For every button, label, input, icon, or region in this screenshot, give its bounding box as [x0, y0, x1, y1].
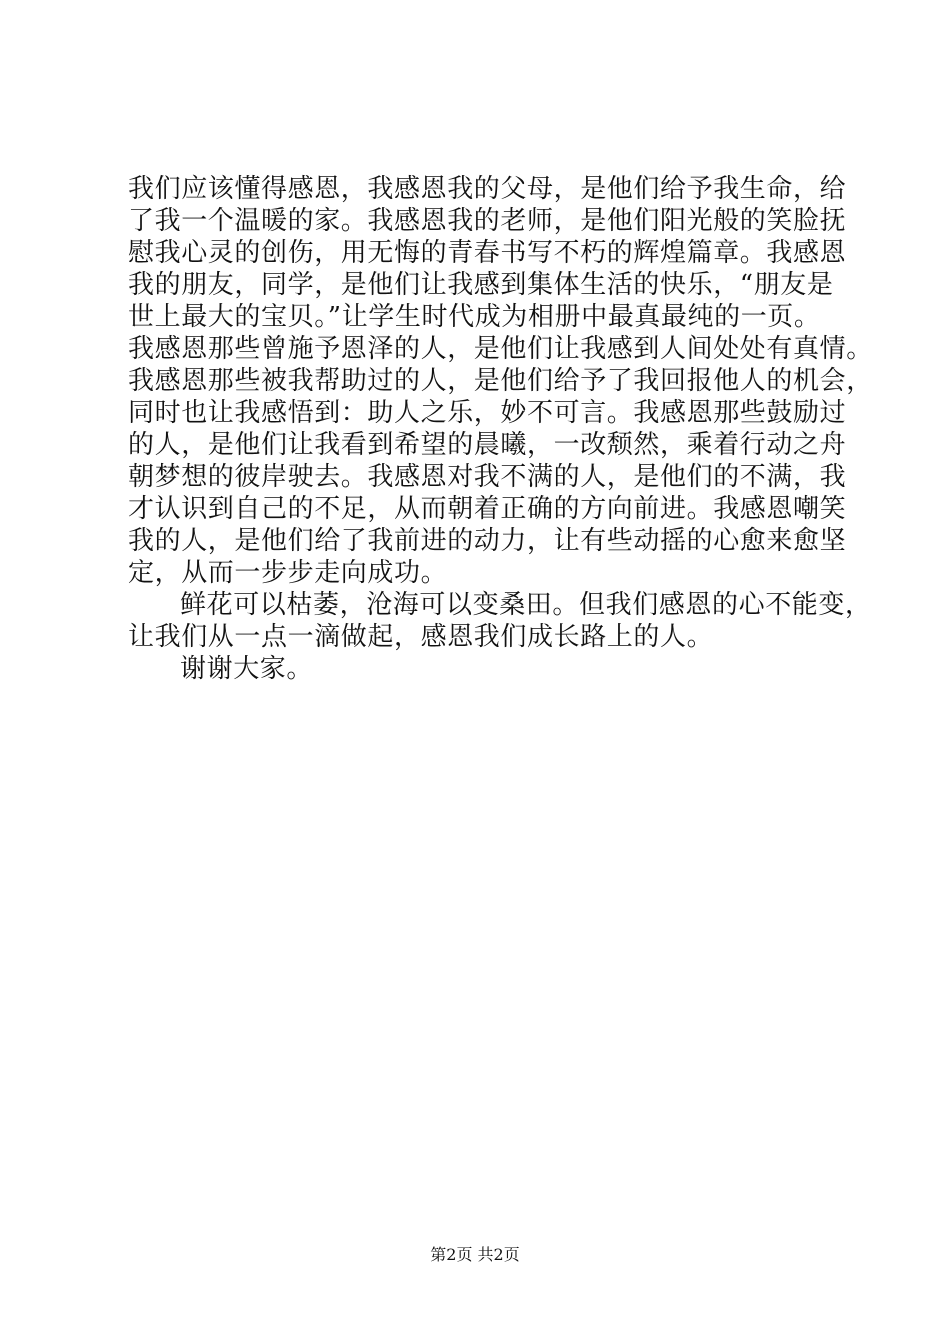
paragraph-first-line: 鲜花可以枯萎，沧海可以变桑田。但我们感恩的心不能变， — [180, 590, 872, 620]
body-text — [128, 173, 873, 685]
text-line: 我的朋友，同学，是他们让我感到集体生活的快乐，“朋友是 — [128, 270, 834, 300]
closing-line: 谢谢大家。 — [180, 654, 314, 684]
text-line: 朝梦想的彼岸驶去。我感恩对我不满的人，是他们的不满，我 — [128, 462, 847, 492]
text-line: 世上最大的宝贝。”让学生时代成为相册中最真最纯的一页。 — [128, 302, 821, 332]
text-line: 了我一个温暖的家。我感恩我的老师，是他们阳光般的笑脸抚 — [128, 206, 847, 236]
text-line: 我们应该懂得感恩，我感恩我的父母，是他们给予我生命，给 — [128, 174, 847, 204]
text-line: 让我们从一点一滴做起，感恩我们成长路上的人。 — [128, 622, 714, 652]
text-line: 的人，是他们让我看到希望的晨曦，一改颓然，乘着行动之舟 — [128, 430, 847, 460]
text-line: 定，从而一步步走向成功。 — [128, 558, 448, 588]
text-line: 才认识到自己的不足，从而朝着正确的方向前进。我感恩嘲笑 — [128, 494, 847, 524]
text-line: 我感恩那些曾施予恩泽的人，是他们让我感到人间处处有真情。 — [128, 334, 873, 364]
text-line: 我的人，是他们给了我前进的动力，让有些动摇的心愈来愈坚 — [128, 526, 847, 556]
text-line: 我感恩那些被我帮助过的人，是他们给予了我回报他人的机会， — [128, 366, 873, 396]
page-footer — [0, 1244, 950, 1266]
page-number: 第2页 共2页 — [430, 1245, 520, 1264]
text-line: 慰我心灵的创伤，用无悔的青春书写不朽的辉煌篇章。我感恩 — [128, 238, 847, 268]
text-line: 同时也让我感悟到：助人之乐，妙不可言。我感恩那些鼓励过 — [128, 398, 847, 428]
